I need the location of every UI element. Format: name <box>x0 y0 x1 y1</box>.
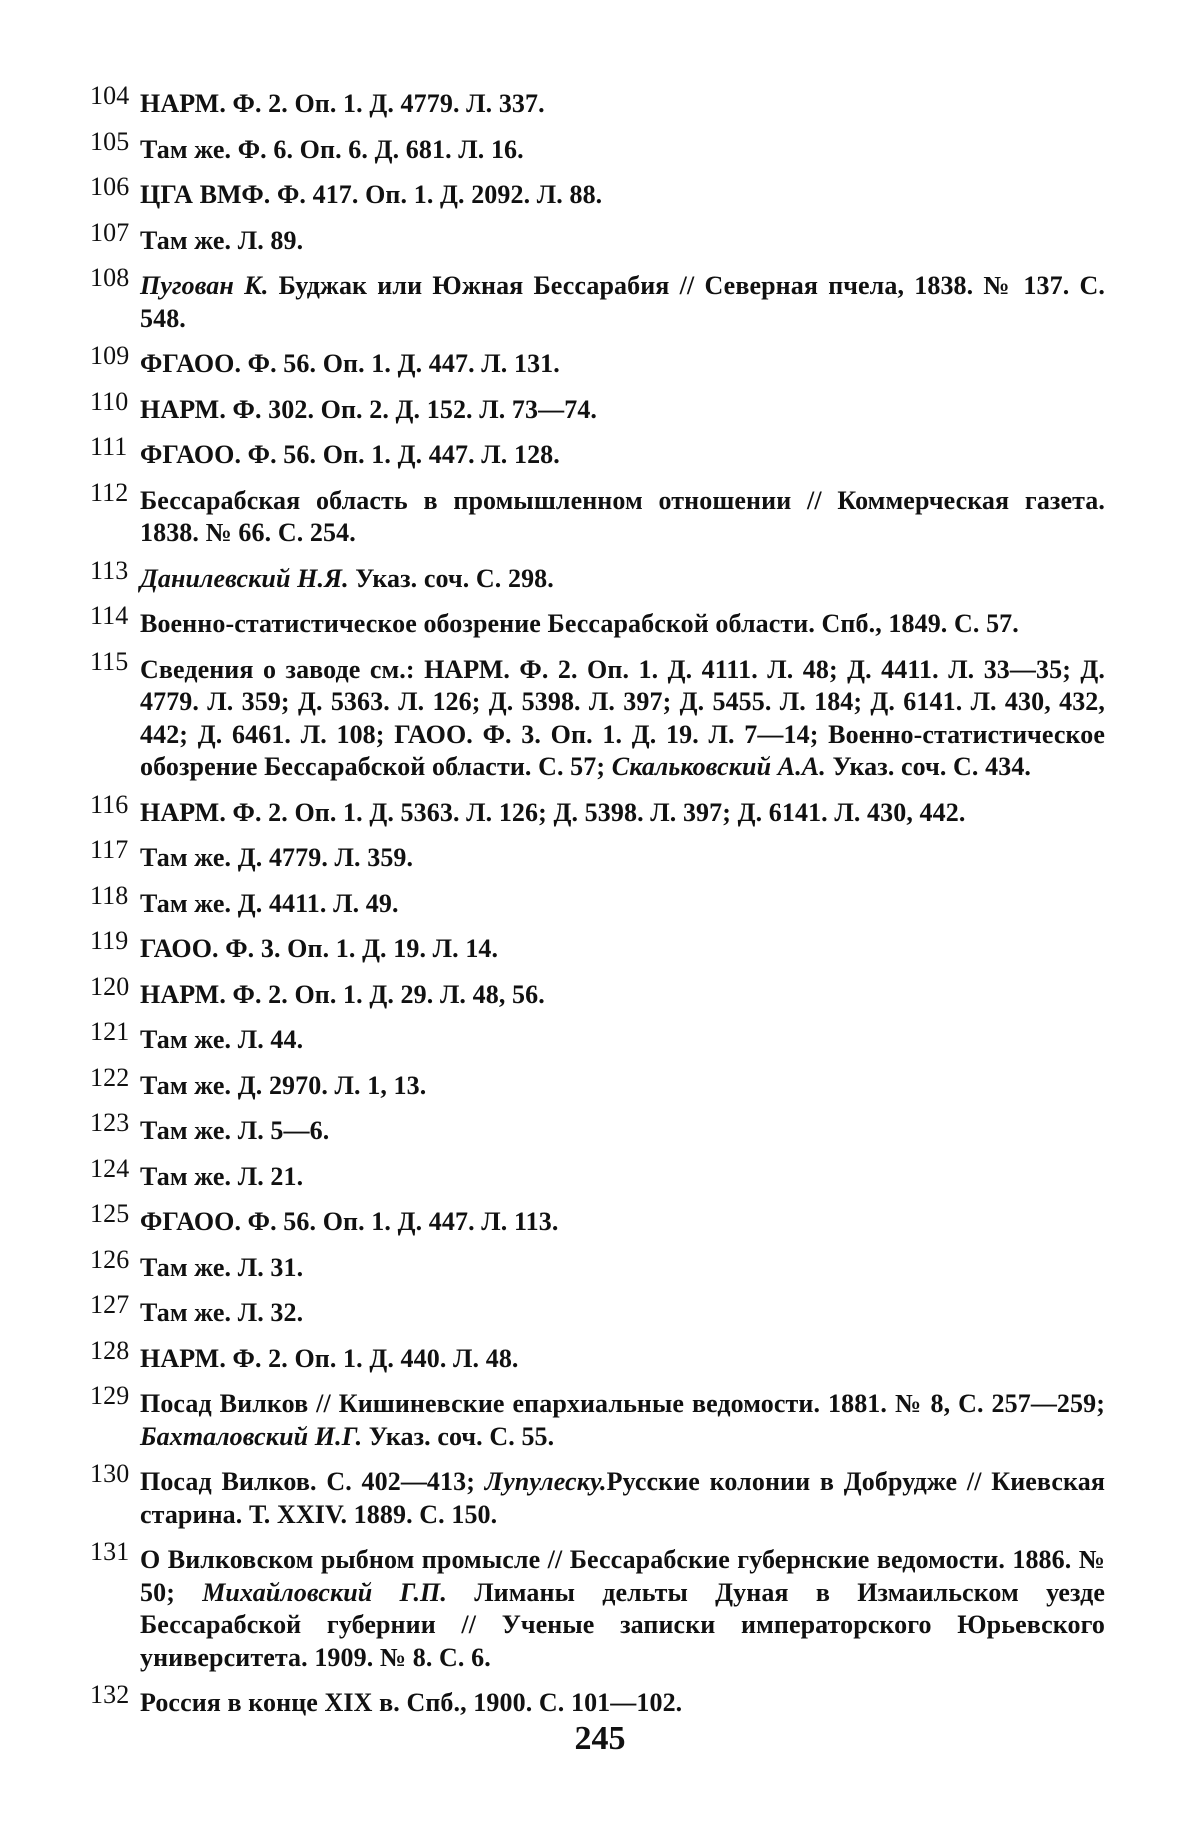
footnote-body: НАРМ. Ф. 2. Оп. 1. Д. 5363. Л. 126; Д. 5398. Л. 397; Д. 6141. Л. 430, 442. <box>140 797 966 827</box>
footnote-text <box>140 1116 329 1145</box>
footnote-body: НАРМ. Ф. 2. Оп. 1. Д. 29. Л. 48, 56. <box>140 979 545 1009</box>
footnote-number: 114 <box>90 601 129 630</box>
footnote <box>90 1153 1105 1194</box>
footnote <box>90 1537 1105 1674</box>
footnote-text <box>140 486 1105 548</box>
footnote-author: Пугован К. <box>140 271 269 300</box>
footnote <box>90 880 1105 921</box>
footnote-author: Лупулеску. <box>484 1467 607 1496</box>
footnote-text <box>140 843 413 872</box>
footnote-text <box>140 1162 303 1191</box>
page-number: 245 <box>574 1720 626 1757</box>
footnote-text <box>140 89 545 118</box>
footnote-body: Посад Вилков. С. 402—413; <box>140 1467 485 1496</box>
footnote-text <box>140 1545 1105 1672</box>
footnote-text <box>140 1467 1105 1529</box>
footnote-body: Там же. Л. 89. <box>140 225 304 255</box>
footnote <box>90 555 1105 596</box>
footnote-text <box>140 1344 519 1373</box>
footnote-body: О Вилковском рыбном промысле // Бессарабские губернские ведомости. 1886. № 50; <box>140 1545 1105 1607</box>
footnote-body: Там же. Д. 2970. Л. 1, 13. <box>140 1070 427 1100</box>
footnote-body: НАРМ. Ф. 302. Оп. 2. Д. 152. Л. 73—74. <box>140 394 598 424</box>
footnote-body: Там же. Л. 21. <box>140 1161 304 1191</box>
footnote-text <box>140 440 560 469</box>
footnote-author: Скальковский А.А. <box>611 752 826 781</box>
footnote-body: Русские колонии в Добрудже // Киевская старина. Т. XXIV. 1889. С. 150. <box>140 1467 1105 1529</box>
footnote-number: 125 <box>90 1199 130 1228</box>
footnote-number: 113 <box>90 555 129 585</box>
footnote-body: Лиманы дельты Дуная в Измаильском уезде Бессарабской губернии // Ученые записки императорского Юрьевского университета. 1909. № 8. С. 6. <box>140 1577 1105 1672</box>
footnote-number: 105 <box>90 126 130 156</box>
footnote-body: Там же. Ф. 6. Оп. 6. Д. 681. Л. 16. <box>140 134 524 164</box>
footnote-text <box>140 1688 682 1717</box>
footnote-text <box>140 395 597 424</box>
footnote <box>90 1244 1105 1285</box>
footnote-number: 129 <box>90 1381 130 1410</box>
footnotes-list <box>90 81 1105 1733</box>
footnote-text <box>140 1389 1105 1451</box>
footnote-number: 112 <box>90 477 129 507</box>
footnote-text <box>140 980 545 1009</box>
footnote-body: Там же. Л. 31. <box>140 1252 304 1282</box>
footnote-body: Военно-статистическое обозрение Бессарабской области. Спб., 1849. С. 57. <box>140 609 1019 638</box>
footnote-text <box>140 609 1019 638</box>
footnote-number: 110 <box>90 386 129 416</box>
footnote <box>90 1680 1105 1720</box>
footnote-number: 126 <box>90 1244 130 1274</box>
footnote-number: 116 <box>90 789 129 819</box>
footnote-body: ФГАОО. Ф. 56. Оп. 1. Д. 447. Л. 113. <box>140 1207 559 1236</box>
footnote-text <box>140 1071 426 1100</box>
footnote-text <box>140 798 965 827</box>
footnote-body: Там же. Л. 32. <box>140 1298 304 1327</box>
footnote-number: 109 <box>90 341 130 370</box>
footnote <box>90 646 1105 784</box>
footnote <box>90 477 1105 550</box>
footnote-text <box>140 1298 303 1327</box>
footnote-number: 108 <box>90 263 130 292</box>
footnote-body: Там же. Л. 5—6. <box>140 1116 330 1145</box>
footnote <box>90 386 1105 427</box>
footnote <box>90 263 1105 335</box>
footnote-number: 104 <box>90 81 130 110</box>
footnote-body: ЦГА ВМФ. Ф. 417. Оп. 1. Д. 2092. Л. 88. <box>140 180 603 209</box>
footnote-number: 117 <box>90 835 129 864</box>
footnote-body: Указ. соч. С. 55. <box>362 1421 555 1451</box>
footnote-body: Сведения о заводе см.: НАРМ. Ф. 2. Оп. 1. Д. 4111. Л. 48; Д. 4411. Л. 33—35; Д. 4779. Л. 359; Д. 5363. Л. 126; Д. 5398. Л. 397; Д. 5455. Л. 184; Д. 6141. Л. 430, 432, 442; Д. 6461. Л. 108; ГАОО. Ф. 3. Оп. 1. Д. 19. Л. 7—14; Военно-статистическое обозрение Бессарабской области. С. 57; <box>140 654 1105 781</box>
footnote <box>90 1108 1105 1148</box>
footnote-text <box>140 889 399 918</box>
footnote-text <box>140 564 554 593</box>
footnote <box>90 926 1105 966</box>
footnote-number: 123 <box>90 1108 130 1137</box>
footnote-body: Там же. Д. 4411. Л. 49. <box>140 888 399 918</box>
footnote <box>90 1290 1105 1330</box>
footnote-number: 106 <box>90 172 130 201</box>
footnote-body: ФГАОО. Ф. 56. Оп. 1. Д. 447. Л. 131. <box>140 349 560 378</box>
footnote-number: 128 <box>90 1335 130 1365</box>
footnote-text <box>140 271 1105 333</box>
footnote-text <box>140 655 1105 782</box>
footnote-number: 111 <box>90 432 128 461</box>
footnote-number: 127 <box>90 1290 130 1319</box>
footnote-number: 118 <box>90 880 129 910</box>
footnote-text <box>140 349 560 378</box>
footnote-text <box>140 226 303 255</box>
footnote-body: Бессарабская область в промышленном отношении // Коммерческая газета. 1838. № 66. С. 254. <box>140 485 1105 547</box>
footnote-body: Буджак или Южная Бессарабия // Северная пчела, 1838. № 137. С. 548. <box>140 271 1105 333</box>
footnote <box>90 1062 1105 1103</box>
footnote <box>90 1381 1105 1453</box>
footnote-number: 132 <box>90 1680 130 1709</box>
footnote <box>90 1459 1105 1531</box>
footnote <box>90 601 1105 641</box>
footnote <box>90 789 1105 830</box>
footnote <box>90 1335 1105 1376</box>
footnote-body: ФГАОО. Ф. 56. Оп. 1. Д. 447. Л. 128. <box>140 440 560 469</box>
footnote-body: Россия в конце XIX в. Спб., 1900. С. 101—102. <box>140 1688 683 1717</box>
footnote <box>90 81 1105 121</box>
footnote-author: Бахталовский И.Г. <box>140 1421 363 1451</box>
footnote-number: 121 <box>90 1017 130 1046</box>
footnote-body: Посад Вилков // Кишиневские епархиальные ведомости. 1881. № 8, С. 257—259; <box>140 1389 1105 1418</box>
footnote-number: 119 <box>90 926 129 955</box>
footnote-number: 122 <box>90 1062 130 1092</box>
footnote-body: НАРМ. Ф. 2. Оп. 1. Д. 4779. Л. 337. <box>140 89 545 118</box>
footnote-body: Там же. Д. 4779. Л. 359. <box>140 843 414 872</box>
footnote <box>90 172 1105 212</box>
footnote-body: НАРМ. Ф. 2. Оп. 1. Д. 440. Л. 48. <box>140 1343 519 1373</box>
footnote <box>90 341 1105 381</box>
footnote-number: 130 <box>90 1459 130 1488</box>
footnote-number: 120 <box>90 971 130 1001</box>
footnote-text <box>140 1025 303 1054</box>
footnote-text <box>140 180 602 209</box>
footnote <box>90 971 1105 1012</box>
footnote <box>90 1199 1105 1239</box>
footnote-author: Данилевский Н.Я. <box>140 563 349 593</box>
footnote-text <box>140 1253 303 1282</box>
footnote-text <box>140 1207 558 1236</box>
footnote <box>90 126 1105 167</box>
footnote-body: Указ. соч. С. 298. <box>348 563 554 593</box>
footnote-text <box>140 934 498 963</box>
footnote-body: Там же. Л. 44. <box>140 1025 304 1054</box>
footnote-body: Указ. соч. С. 434. <box>825 752 1032 781</box>
footnote-number: 124 <box>90 1153 130 1183</box>
footnote-author: Михайловский Г.П. <box>202 1577 447 1607</box>
footnote <box>90 217 1105 258</box>
footnote-body: ГАОО. Ф. 3. Оп. 1. Д. 19. Л. 14. <box>140 934 499 963</box>
footnote-number: 115 <box>90 646 129 676</box>
footnote-number: 107 <box>90 217 130 247</box>
footnote <box>90 835 1105 875</box>
footnote-text <box>140 135 524 164</box>
footnote <box>90 1017 1105 1057</box>
footnote-number: 131 <box>90 1537 130 1566</box>
footnote <box>90 432 1105 472</box>
